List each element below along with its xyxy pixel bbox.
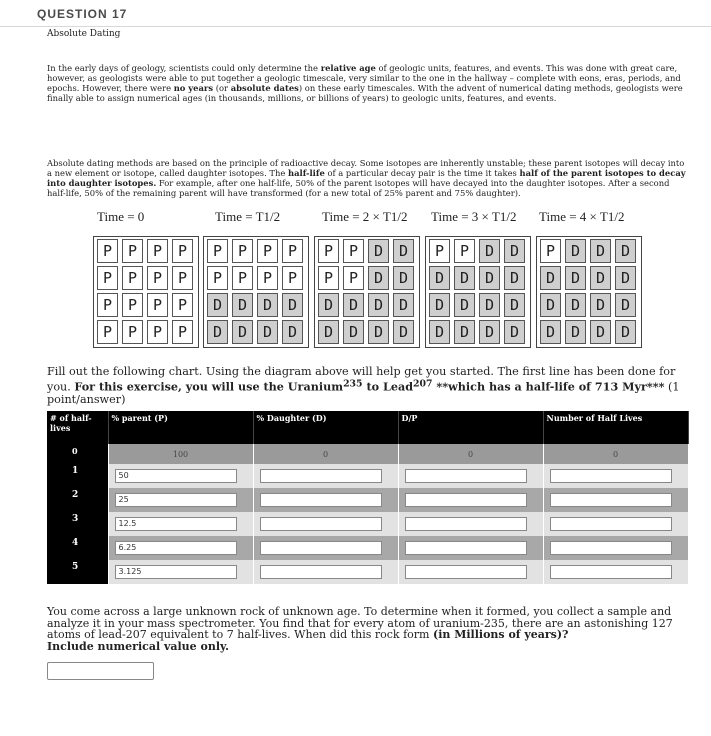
parent-cell: P	[257, 266, 278, 290]
daughter-cell: D	[318, 320, 339, 344]
daughter-cell: D	[615, 266, 636, 290]
daughter-cell: D	[504, 239, 525, 263]
half-lives-input[interactable]	[550, 565, 672, 579]
dp-input[interactable]	[405, 517, 527, 531]
header-dp: D/P	[398, 411, 543, 444]
daughter-cell: D	[590, 320, 611, 344]
parent-cell: P	[318, 239, 339, 263]
parent-cell: P	[97, 239, 118, 263]
parent-input[interactable]: 12.5	[115, 517, 237, 531]
half-lives-input[interactable]	[550, 469, 672, 483]
daughter-input[interactable]	[260, 469, 382, 483]
daughter-cell: D	[454, 293, 475, 317]
daughter-cell: D	[257, 293, 278, 317]
daughter-cell: D	[368, 266, 389, 290]
dp-input[interactable]	[405, 541, 527, 555]
parent-cell: P	[454, 239, 475, 263]
chart-header-row	[47, 411, 688, 444]
parent-cell: P	[207, 266, 228, 290]
daughter-cell: D	[615, 239, 636, 263]
row-label: 1	[47, 464, 108, 488]
daughter-cell: D	[368, 239, 389, 263]
daughter-cell: D	[565, 320, 586, 344]
daughter-cell: D	[454, 266, 475, 290]
table-row	[47, 464, 688, 488]
decay-block-4	[536, 236, 642, 348]
time-label-3: Time = 3 × T1/2	[431, 209, 517, 224]
daughter-cell: D	[343, 320, 364, 344]
daughter-cell: D	[368, 320, 389, 344]
time-label-2: Time = 2 × T1/2	[322, 209, 408, 224]
parent-cell: P	[429, 239, 450, 263]
row0-half-lives: 0	[543, 444, 688, 464]
parent-cell: P	[122, 266, 143, 290]
daughter-input[interactable]	[260, 493, 382, 507]
decay-block-0	[93, 236, 199, 348]
daughter-cell: D	[590, 266, 611, 290]
daughter-cell: D	[540, 320, 561, 344]
daughter-cell: D	[429, 266, 450, 290]
header-parent: % parent (P)	[108, 411, 253, 444]
table-row	[47, 536, 688, 560]
row-label: 3	[47, 512, 108, 536]
daughter-cell: D	[504, 320, 525, 344]
parent-cell: P	[122, 320, 143, 344]
parent-cell: P	[172, 320, 193, 344]
answer-input[interactable]	[47, 662, 154, 680]
daughter-cell: D	[479, 266, 500, 290]
daughter-cell: D	[479, 239, 500, 263]
daughter-cell: D	[282, 320, 303, 344]
daughter-cell: D	[504, 293, 525, 317]
intro-paragraph-1: In the early days of geology, scientists could only determine the relative age of geologic units, features, and events. This was done with great care, however, as geologists were able to put together a geologic timescale, very similar to the one in the hallway – complete with eons, eras, periods, and epochs. However, there were no years (or absolute dates) on these early timescales. With the advent of numerical dating methods, geologists were finally able to assign numerical ages (in thousands, millions, or billions of years) to geologic units, features, and events.	[47, 63, 683, 103]
daughter-cell: D	[393, 239, 414, 263]
parent-input[interactable]: 3.125	[115, 565, 237, 579]
header-daughter: % Daughter (D)	[253, 411, 398, 444]
parent-cell: P	[282, 266, 303, 290]
dp-input[interactable]	[405, 493, 527, 507]
daughter-cell: D	[207, 320, 228, 344]
daughter-cell: D	[590, 293, 611, 317]
row-label: 5	[47, 560, 108, 584]
parent-input[interactable]: 6.25	[115, 541, 237, 555]
time-label-1: Time = T1/2	[215, 209, 281, 224]
daughter-cell: D	[257, 320, 278, 344]
daughter-cell: D	[565, 266, 586, 290]
half-lives-input[interactable]	[550, 517, 672, 531]
daughter-input[interactable]	[260, 541, 382, 555]
parent-cell: P	[232, 239, 253, 263]
half-lives-input[interactable]	[550, 541, 672, 555]
parent-input[interactable]: 25	[115, 493, 237, 507]
row0-parent: 100	[108, 444, 253, 464]
parent-cell: P	[97, 320, 118, 344]
chart-instructions: Fill out the following chart. Using the diagram above will help get you started. The first line has been done for you. For this exercise, you will use the Uranium$^{235}$ to Lead$^{207}$ **which has a half-life of 713 Myr*** (1 point/answer)	[47, 365, 680, 406]
daughter-cell: D	[540, 266, 561, 290]
half-life-chart	[47, 411, 689, 584]
decay-block-2	[314, 236, 420, 348]
daughter-cell: D	[615, 293, 636, 317]
daughter-cell: D	[540, 293, 561, 317]
decay-block-1	[203, 236, 309, 348]
parent-cell: P	[147, 293, 168, 317]
row-label: 2	[47, 488, 108, 512]
daughter-cell: D	[393, 320, 414, 344]
parent-cell: P	[147, 239, 168, 263]
row0-dp: 0	[398, 444, 543, 464]
parent-input[interactable]: 50	[115, 469, 237, 483]
question-header	[0, 0, 711, 27]
daughter-cell: D	[615, 320, 636, 344]
dp-input[interactable]	[405, 565, 527, 579]
daughter-cell: D	[318, 293, 339, 317]
row-label: 0	[47, 444, 108, 464]
parent-cell: P	[147, 266, 168, 290]
row0-daughter: 0	[253, 444, 398, 464]
question-title: QUESTION 17	[37, 7, 128, 21]
parent-cell: P	[343, 239, 364, 263]
decay-block-3	[425, 236, 531, 348]
daughter-cell: D	[343, 293, 364, 317]
daughter-cell: D	[232, 293, 253, 317]
daughter-input[interactable]	[260, 517, 382, 531]
half-lives-input[interactable]	[550, 493, 672, 507]
daughter-cell: D	[479, 293, 500, 317]
table-row	[47, 560, 688, 584]
daughter-cell: D	[393, 266, 414, 290]
parent-cell: P	[232, 266, 253, 290]
daughter-input[interactable]	[260, 565, 382, 579]
header-number-half-lives: Number of Half Lives	[543, 411, 688, 444]
parent-cell: P	[147, 320, 168, 344]
parent-cell: P	[343, 266, 364, 290]
parent-cell: P	[97, 266, 118, 290]
parent-cell: P	[172, 266, 193, 290]
table-row	[47, 488, 688, 512]
time-label-4: Time = 4 × T1/2	[539, 209, 625, 224]
daughter-cell: D	[504, 266, 525, 290]
daughter-cell: D	[282, 293, 303, 317]
parent-cell: P	[257, 239, 278, 263]
parent-cell: P	[282, 239, 303, 263]
intro-paragraph-2: Absolute dating methods are based on the principle of radioactive decay. Some isotopes are inherently unstable; these parent isotopes will decay into a new element or isotope, called daughter isotopes. The half-life of a particular decay pair is the time it takes half of the parent isotopes to decay into daughter isotopes. For example, after one half-life, 50% of the parent isotopes will have decayed into the daughter isotopes. After a second half-life, 50% of the remaining parent will have transformed (for a new total of 25% parent and 75% daughter).	[47, 158, 686, 198]
daughter-cell: D	[479, 320, 500, 344]
parent-cell: P	[122, 293, 143, 317]
daughter-cell: D	[232, 320, 253, 344]
parent-cell: P	[172, 239, 193, 263]
daughter-cell: D	[393, 293, 414, 317]
parent-cell: P	[207, 239, 228, 263]
table-row	[47, 444, 688, 464]
final-question: You come across a large unknown rock of unknown age. To determine when it formed, you collect a sample and analyze it in your mass spectrometer. You find that for every atom of uranium-235, there are an astonishing 127 atoms of lead-207 equivalent to 7 half-lives. When did this rock form (in Millions of years)? Include numerical value only.	[47, 605, 673, 653]
parent-cell: P	[122, 239, 143, 263]
header-half-lives: # of half-lives	[47, 411, 108, 444]
daughter-cell: D	[565, 293, 586, 317]
daughter-cell: D	[590, 239, 611, 263]
dp-input[interactable]	[405, 469, 527, 483]
daughter-cell: D	[565, 239, 586, 263]
parent-cell: P	[318, 266, 339, 290]
parent-cell: P	[97, 293, 118, 317]
daughter-cell: D	[207, 293, 228, 317]
daughter-cell: D	[429, 293, 450, 317]
daughter-cell: D	[368, 293, 389, 317]
table-row	[47, 512, 688, 536]
time-label-0: Time = 0	[97, 209, 145, 224]
parent-cell: P	[172, 293, 193, 317]
daughter-cell: D	[429, 320, 450, 344]
daughter-cell: D	[454, 320, 475, 344]
row-label: 4	[47, 536, 108, 560]
question-subtitle: Absolute Dating	[47, 29, 121, 39]
parent-cell: P	[540, 239, 561, 263]
